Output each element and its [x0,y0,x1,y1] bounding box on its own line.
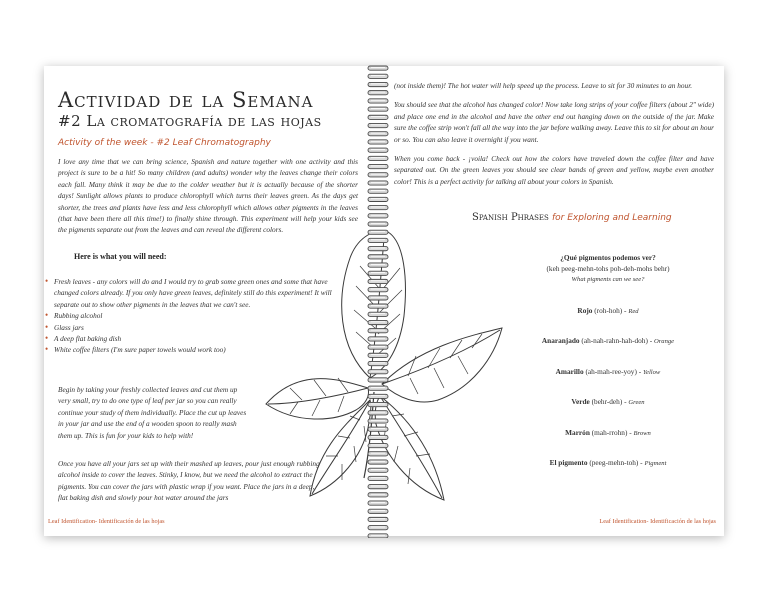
spiral-ring [368,345,388,349]
spiral-ring [368,115,388,119]
phrase-item [492,306,724,315]
phrase-dash: - [624,306,627,315]
spiral-ring [368,452,388,456]
spiral-ring [368,296,388,300]
page-title: Actividad de la Semana [58,88,314,112]
spiral-ring [368,501,388,505]
phrase-spanish: El pigmento [549,458,588,467]
page-footer: Leaf Identification- Identificación de las hojas [599,518,716,525]
spiral-ring [368,304,388,308]
spiral-ring [368,156,388,160]
spiral-ring [368,460,388,464]
phrase-dash: - [649,336,653,345]
spiral-ring [368,485,388,489]
spiral-ring [368,140,388,144]
spiral-ring [368,107,388,111]
phrase-dash: - [640,458,643,467]
spiral-ring [368,419,388,423]
spiral-ring [368,353,388,357]
phrase-english: Red [628,308,639,315]
bullet-icon: • [45,333,49,344]
spiral-ring [368,181,388,185]
phrase-dash: - [629,428,632,437]
page-footer: Leaf Identification- Identificación de las hojas [48,518,165,525]
spiral-ring [368,517,388,521]
bullet-icon: • [45,310,49,321]
spiral-ring [368,361,388,365]
spiral-ring [368,288,388,292]
spiral-ring [368,509,388,513]
phrase-spanish: Verde [571,397,590,406]
spiral-ring [368,238,388,242]
bullet-icon: • [45,276,49,286]
spiral-ring [368,123,388,127]
list-item-text: White coffee filters (I'm sure paper towels would work too) [54,345,226,355]
phrase-dash: - [624,397,627,406]
phrase-spanish: Amarillo [555,367,584,376]
phrase-spanish: ¿Qué pigmentos podemos ver? [560,253,656,262]
list-item-text: Rubbing alcohol [54,311,103,321]
phrase-english: Orange [653,338,675,345]
phrase-spanish: Marrón [565,428,590,437]
materials-heading: Here is what you will need: [74,252,167,261]
paragraph: When you come back - ¡voila! Check out how the colors have traveled down the coffee filter and have separated out. On the green leaves you should see clear bands of green and yellow, maybe even another color! This is a perfect activity for talking all about your colors in Spanish. [394,154,714,186]
spiral-ring [368,263,388,267]
list-item-text: Glass jars [54,322,84,332]
page-subtitle-en: Activity of the week - #2 Leaf Chromatography [58,138,271,148]
list-item-text: A deep flat baking dish [54,334,122,344]
phrase-pronunciation: (ah-nah-rahn-hah-doh) [581,336,648,345]
phrase-english: Brown [633,430,651,437]
phrase-pronunciation: (keh peeg-mehn-tohs poh-deh-mohs behr) [546,264,670,273]
spiral-ring [368,386,388,390]
spiral-ring [368,91,388,95]
spiral-ring [368,74,388,78]
spiral-ring [368,82,388,86]
spiral-ring [368,534,388,538]
phrase-spanish: Rojo [577,306,593,315]
spiral-ring [368,526,388,530]
phrases-heading [472,212,672,223]
spiral-ring [368,206,388,210]
spiral-ring [368,370,388,374]
phrase-pronunciation: (behr-deh) [591,397,623,406]
spiral-ring [368,329,388,333]
spiral-ring [368,148,388,152]
intro-paragraph: I love any time that we can bring science, Spanish and nature together with one activity and this project is sure to be a hit! So many children (and adults) wonder why the leaves change their colors each fall. Many think it may be due to the colder weather but it is actually because of the shorter days! Sunlight allows plants to produce chlorophyll which turns their leaves green. As the days get shorter, the trees and plants have less and less chlorophyll which allows other pigments in the leaves (that have been there all this time!) to finally shine through. This experiment will help your kids see the pigments separate out from the leaves and can reveal the different colors. [58,157,358,235]
spiral-ring [368,312,388,316]
continued-text [394,80,714,195]
phrase-item [492,458,724,467]
phrase-pronunciation: (mah-rrohn) [591,428,628,437]
spiral-ring [368,189,388,193]
spiral-ring [368,279,388,283]
phrase-english: Pigment [644,460,667,467]
spiral-ring [368,247,388,251]
phrase-english: Yellow [642,369,661,376]
spiral-ring [368,444,388,448]
phrase-question [492,252,724,285]
spiral-ring [368,99,388,103]
spiral-ring [368,320,388,324]
spiral-ring [368,255,388,259]
spiral-ring [368,378,388,382]
phrase-item [492,397,724,406]
spiral-ring [368,230,388,234]
spiral-ring [368,468,388,472]
spiral-ring [368,493,388,497]
phrase-pronunciation: (roh-hoh) [594,306,623,315]
spiral-ring [368,66,388,70]
spiral-ring [368,214,388,218]
spiral-binding [365,62,391,538]
bullet-icon: • [45,344,49,355]
spiral-ring [368,132,388,136]
page-subtitle-es: #2 La cromatografía de las hojas [58,112,322,130]
spiral-ring [368,411,388,415]
phrase-pronunciation: (peeg-mehn-toh) [589,458,639,467]
step-paragraph: Once you have all your jars set up with their mashed up leaves, pour just enough rubbing alcohol inside to cover the leaves. Stinky, I know, but we need the alcohol to extract the pigments. You can cover the jars with plastic wrap if you want. Place the jars in a deep, flat baking dish and slowly pour hot water around the jars [58,459,320,503]
bullet-icon: • [45,321,49,332]
phrase-item [492,367,724,376]
spiral-ring [368,164,388,168]
spiral-ring [368,197,388,201]
phrase-item [486,336,730,345]
phrase-english: Green [628,399,645,406]
phrases-heading-main: Spanish Phrases [472,212,549,223]
spiral-ring [368,222,388,226]
spiral-ring [368,271,388,275]
spiral-ring [368,435,388,439]
phrase-spanish: Anaranjado [541,336,580,345]
step-paragraph: Begin by taking your freshly collected leaves and cut them up very small, try to do one type of leaf per jar so you can really continue your study of them individually. Place the cut up leaves in your jar and use the end of a wooden spoon to really mash them up. This is fun for your kids to help with! [58,385,247,440]
spiral-ring [368,476,388,480]
phrase-dash: - [638,367,642,376]
spiral-ring [368,394,388,398]
spiral-ring [368,337,388,341]
phrase-pronunciation: (ah-mah-ree-yoy) [585,367,637,376]
paragraph: You should see that the alcohol has changed color! Now take long strips of your coffee filters (about 2" wide) and place one end in the alcohol and have the other end out hanging down on the outside of the jar. Make sure the coffee strip won't fall all the way into the jar before walking away. Leave this to sit for about an hour or so. You can also leave it overnight if you want. [394,100,714,144]
phrases-heading-accent: for Exploring and Learning [552,213,672,223]
spiral-ring [368,402,388,406]
paragraph: (not inside them)! The hot water will help speed up the process. Leave to sit for 30 minutes to an hour. [394,81,693,90]
list-item-text: Fresh leaves - any colors will do and I would try to grab some green ones and some that have changed colors already. If you only have green leaves, definitely still do this experiment! It will separate out to show other pigments in the leaves that we can't see. [54,277,332,309]
spiral-ring [368,173,388,177]
phrase-english: What pigments can we see? [571,276,645,283]
phrase-item [492,428,724,437]
spiral-ring [368,427,388,431]
